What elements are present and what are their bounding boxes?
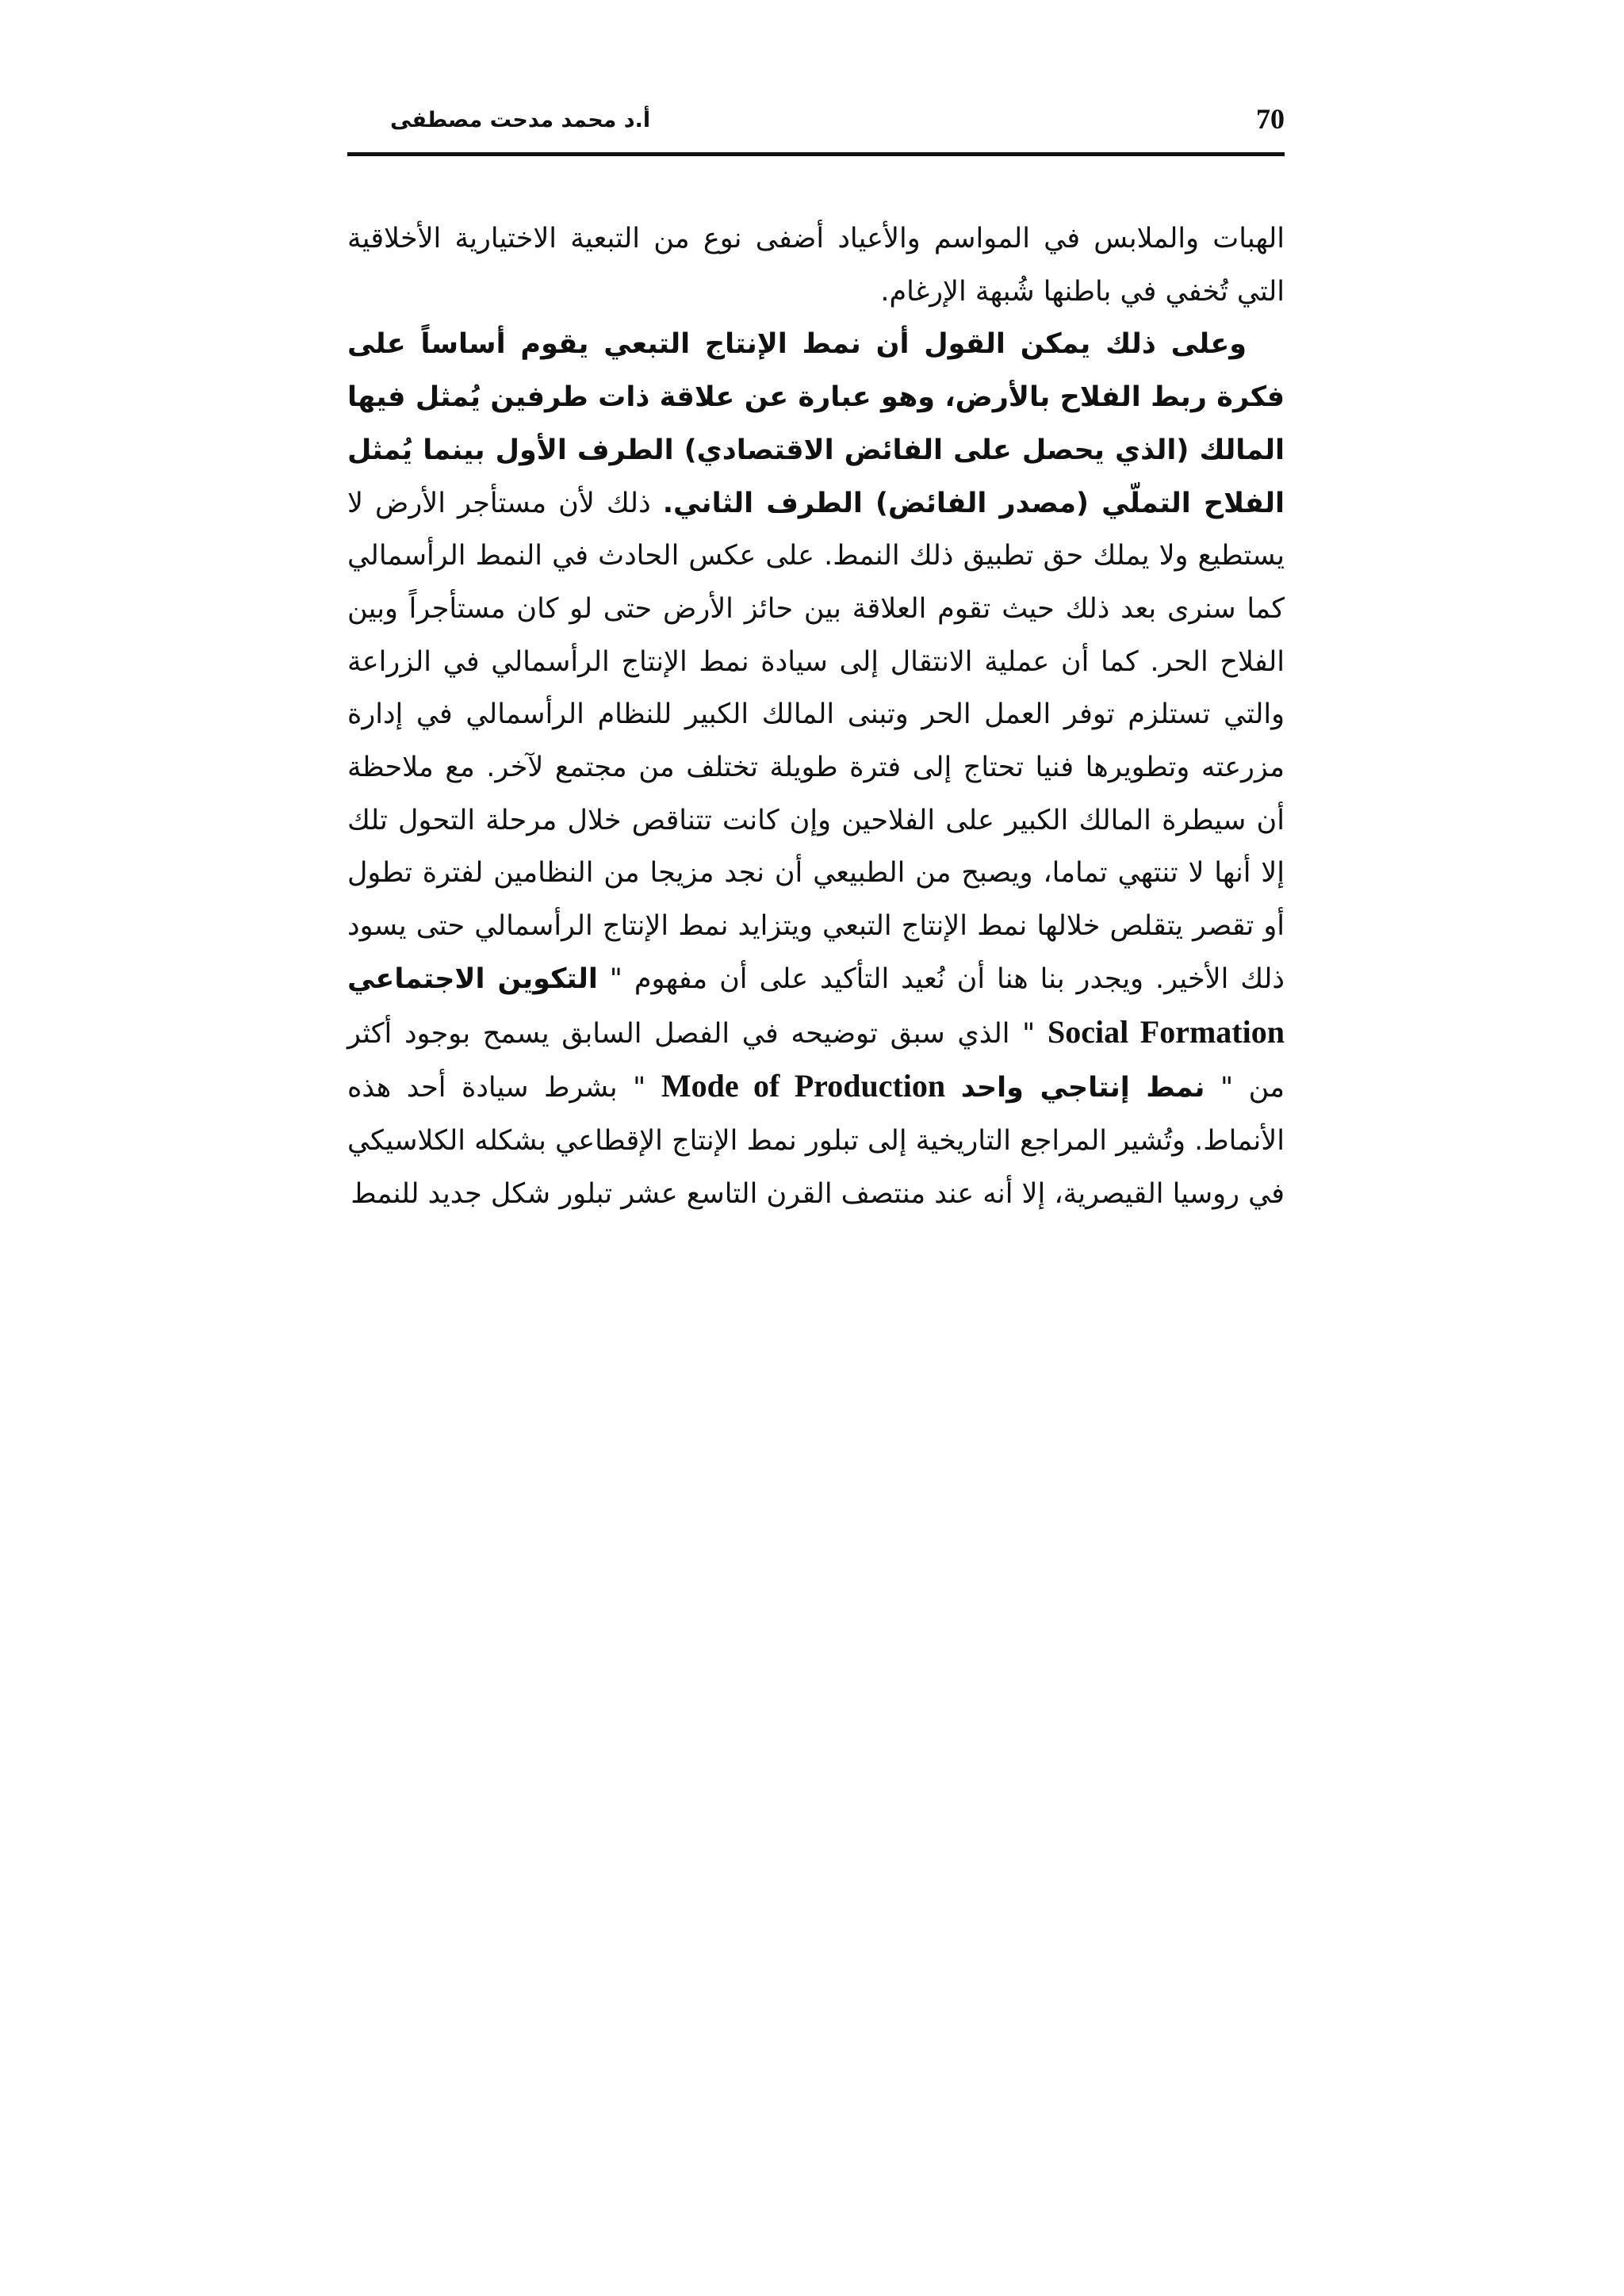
paragraph-2-end: " بشرط سيادة أحد هذه الأنماط. وتُشير المراجع التاريخية إلى تبلور نمط الإنتاج الإقطاعي بشكله الكلاسيكي في روسيا القيصرية، إلا أنه عند منتصف القرن التاسع عشر تبلور شكل جديد للنمط bbox=[347, 1072, 1285, 1210]
paragraph-2-bold-lead: وعلى ذلك يمكن القول أن نمط الإنتاج التبعي يقوم أساساً على فكرة ربط الفلاح بالأرض، وهو عبارة عن علاقة ذات طرفين يُمثل فيها المالك (الذي يحصل على الفائض الاقتصادي) الطرف الأول بينما يُمثل الفلاح التملّي (مصدر الفائض) الطرف الثاني. bbox=[347, 328, 1285, 519]
paragraph-2 bbox=[347, 318, 1285, 1220]
body-text bbox=[347, 212, 1285, 1220]
term-mode-of-production-english: Mode of Production bbox=[661, 1068, 946, 1104]
page-number: 70 bbox=[1256, 103, 1285, 135]
term-social-formation-arabic: التكوين الاجتماعي bbox=[347, 962, 598, 995]
running-head-author: أ.د محمد مدحت مصطفى bbox=[390, 108, 651, 132]
term-social-formation-english: Social Formation bbox=[1048, 1013, 1285, 1050]
paragraph-2-middle: " الذي سبق توضيحه في الفصل السابق يسمح بوجود أكثر من " bbox=[347, 1017, 1285, 1104]
paragraph-1: الهبات والملابس في المواسم والأعياد أضفى نوع من التبعية الاختيارية الأخلاقية التي تُخفي في باطنها شُبهة الإرغام. bbox=[347, 223, 1285, 308]
term-mode-of-production-arabic: نمط إنتاجي واحد bbox=[960, 1072, 1205, 1104]
paragraph-2-body: ذلك لأن مستأجر الأرض لا يستطيع ولا يملك حق تطبيق ذلك النمط. على عكس الحادث في النمط الرأسمالي كما سنرى بعد ذلك حيث تقوم العلاقة بين حائز الأرض حتى لو كان مستأجراً وبين الفلاح الحر. كما أن عملية الانتقال إلى سيادة نمط الإنتاج الرأسمالي في الزراعة والتي تستلزم توفر العمل الحر وتبنى المالك الكبير للنظام الرأسمالي في إدارة مزرعته وتطويرها فنيا تحتاج إلى فترة طويلة تختلف من مجتمع لآخر. مع ملاحظة أن سيطرة المالك الكبير على الفلاحين وإن كانت تتناقص خلال مرحلة التحول تلك إلا أنها لا تنتهي تماما، ويصبح من الطبيعي أن نجد مزيجا من النظامين لفترة تطول أو تقصر يتقلص خلالها نمط الإنتاج التبعي ويتزايد نمط الإنتاج الرأسمالي حتى يسود ذلك الأخير. ويجدر بنا هنا أن نُعيد التأكيد على أن مفهوم " bbox=[347, 487, 1285, 995]
page-header bbox=[347, 95, 1285, 156]
